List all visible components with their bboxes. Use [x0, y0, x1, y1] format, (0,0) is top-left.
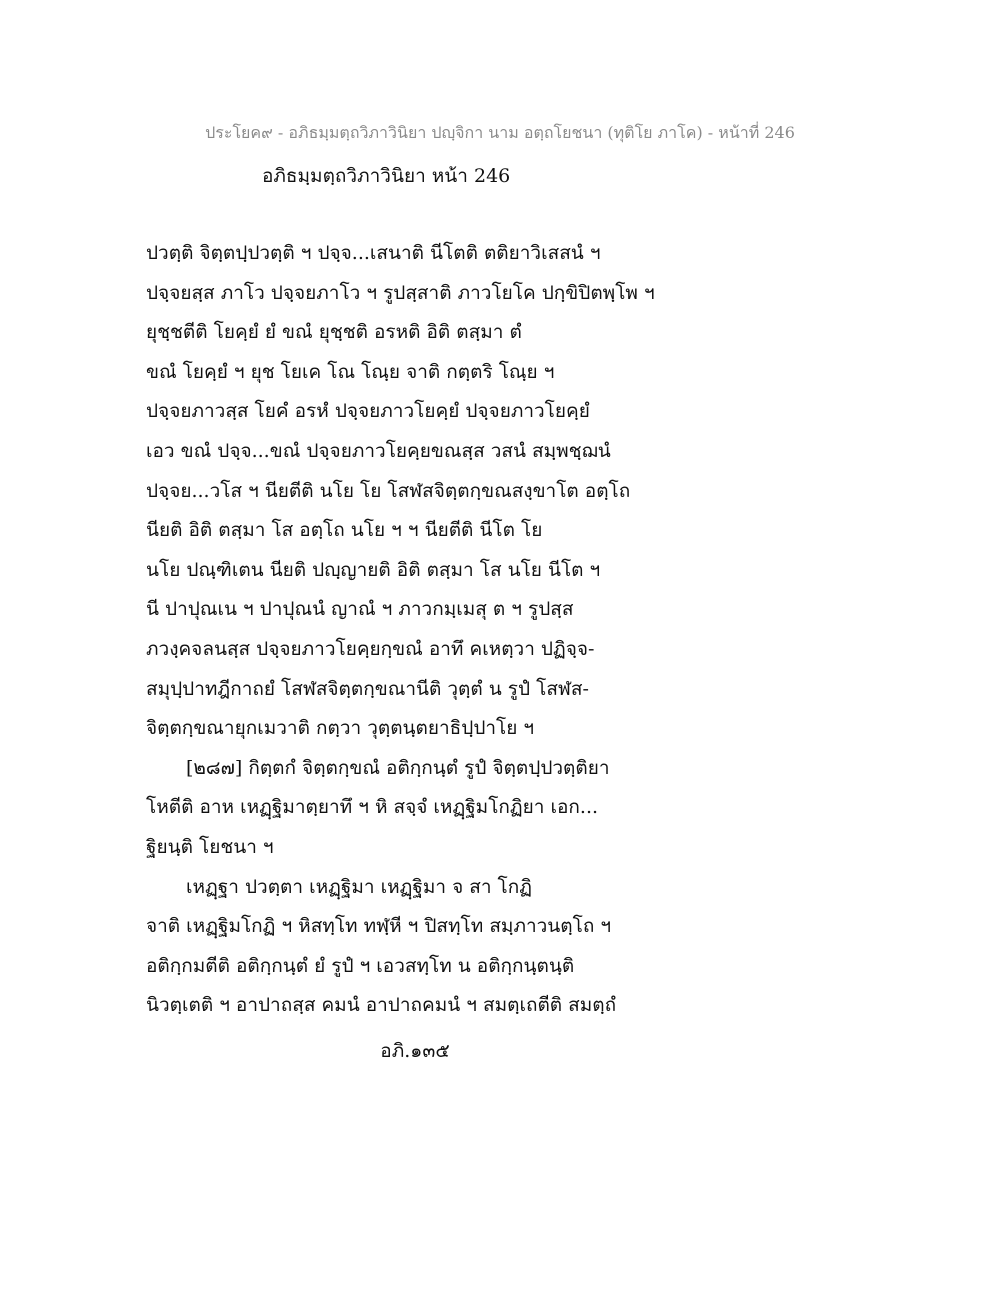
- text-line: นียติ อิติ ตสฺมา โส อตฺโถ นโย ฯ ฯ นียตีติ นีโต โย: [146, 519, 543, 542]
- text-line: นิวตฺเตติ ฯ อาปาถสฺส คมนํ อาปาถคมนํ ฯ สมตฺเถตีติ สมตฺถํ: [146, 994, 617, 1017]
- running-header: ประโยค๙ - อภิธมฺมตฺถวิภาวินิยา ปญฺจิกา นาม อตฺถโยชนา (ทุติโย ภาโค) - หน้าที่ 246: [205, 123, 795, 142]
- text-line: ฐิยนฺติ โยชนา ฯ: [146, 835, 274, 858]
- text-line: อติกฺกมตีติ อติกฺกนฺตํ ยํ รูปํ ฯ เอวสทฺโท น อติกฺกนฺตนฺติ: [146, 954, 575, 977]
- text-line: ยุชฺชตีติ โยคฺยํ ยํ ขณํ ยุชฺชติ อรหติ อิติ ตสฺมา ตํ: [146, 321, 522, 344]
- page-heading: อภิธมฺมตฺถวิภาวินิยา หน้า 246: [262, 165, 511, 187]
- text-line: เอว ขณํ ปจฺจ...ขณํ ปจฺจยภาวโยคฺยขณสฺส วสนํ สมฺพชฺฌนํ: [146, 439, 611, 462]
- body-text: [146, 234, 706, 1026]
- text-line: จาติ เหฏฺฐิมโกฏิ ฯ หิสทฺโท ทฬฺหี ฯ ปิสทฺโท สมฺภาวนตฺโถ ฯ: [146, 915, 612, 938]
- text-line: ปวตฺติ จิตฺตปฺปวตฺติ ฯ ปจฺจ...เสนาติ นีโตติ ตติยาวิเสสนํ ฯ: [146, 242, 601, 264]
- page-signature: อภิ.๑๓๕: [380, 1040, 450, 1062]
- text-line: นี ปาปุณเน ฯ ปาปุณนํ ญาณํ ฯ ภาวกมฺเมสุ ต ฯ รูปสฺส: [146, 598, 574, 621]
- text-line: ปจฺจย...วโส ฯ นียตีติ นโย โย โสฬสจิตฺตกฺขณสงฺขาโต อตฺโถ: [146, 479, 631, 502]
- text-line: ปจฺจยสฺส ภาโว ปจฺจยภาโว ฯ รูปสฺสาติ ภาวโยโค ปกฺขิปิตพฺโพ ฯ: [146, 281, 655, 304]
- text-line: สมุปฺปาทฎีกาถยํ โสฬสจิตฺตกฺขณานีติ วุตฺตํ น รูปํ โสฬส-: [146, 677, 589, 700]
- text-line: ปจฺจยภาวสฺส โยคํ อรหํ ปจฺจยภาวโยคฺยํ ปจฺจยภาวโยคฺยํ: [146, 400, 590, 423]
- paragraph-start-line: [๒๘๗] กิตฺตกํ จิตฺตกฺขณํ อติกฺกนฺตํ รูปํ จิตฺตปฺปวตฺติยา: [186, 756, 610, 779]
- text-line: โหตีติ อาห เหฏฺฐิมาตฺยาทึ ฯ หิ สจฺจํ เหฏฺฐิมโกฏิยา เอก...: [146, 796, 599, 819]
- text-line: ขณํ โยคฺยํ ฯ ยุช โยเค โณ โณฺย จาติ กตฺตริ โณฺย ฯ: [146, 360, 555, 383]
- paragraph-start-line: เหฏฺฐา ปวตฺตา เหฏฺฐิมา เหฏฺฐิมา จ สา โกฏิ: [186, 875, 533, 898]
- text-line: ภวงฺคจลนสฺส ปจฺจยภาวโยคฺยกฺขณํ อาทึ คเหตฺวา ปฏิจฺจ-: [146, 637, 595, 660]
- text-line: จิตฺตกฺขณายุกเมวาติ กตฺวา วุตฺตนฺตยาธิปฺปาโย ฯ: [146, 717, 535, 740]
- text-line: นโย ปณฺฑิเตน นียติ ปญฺญายติ อิติ ตสฺมา โส นโย นีโต ฯ: [146, 558, 601, 581]
